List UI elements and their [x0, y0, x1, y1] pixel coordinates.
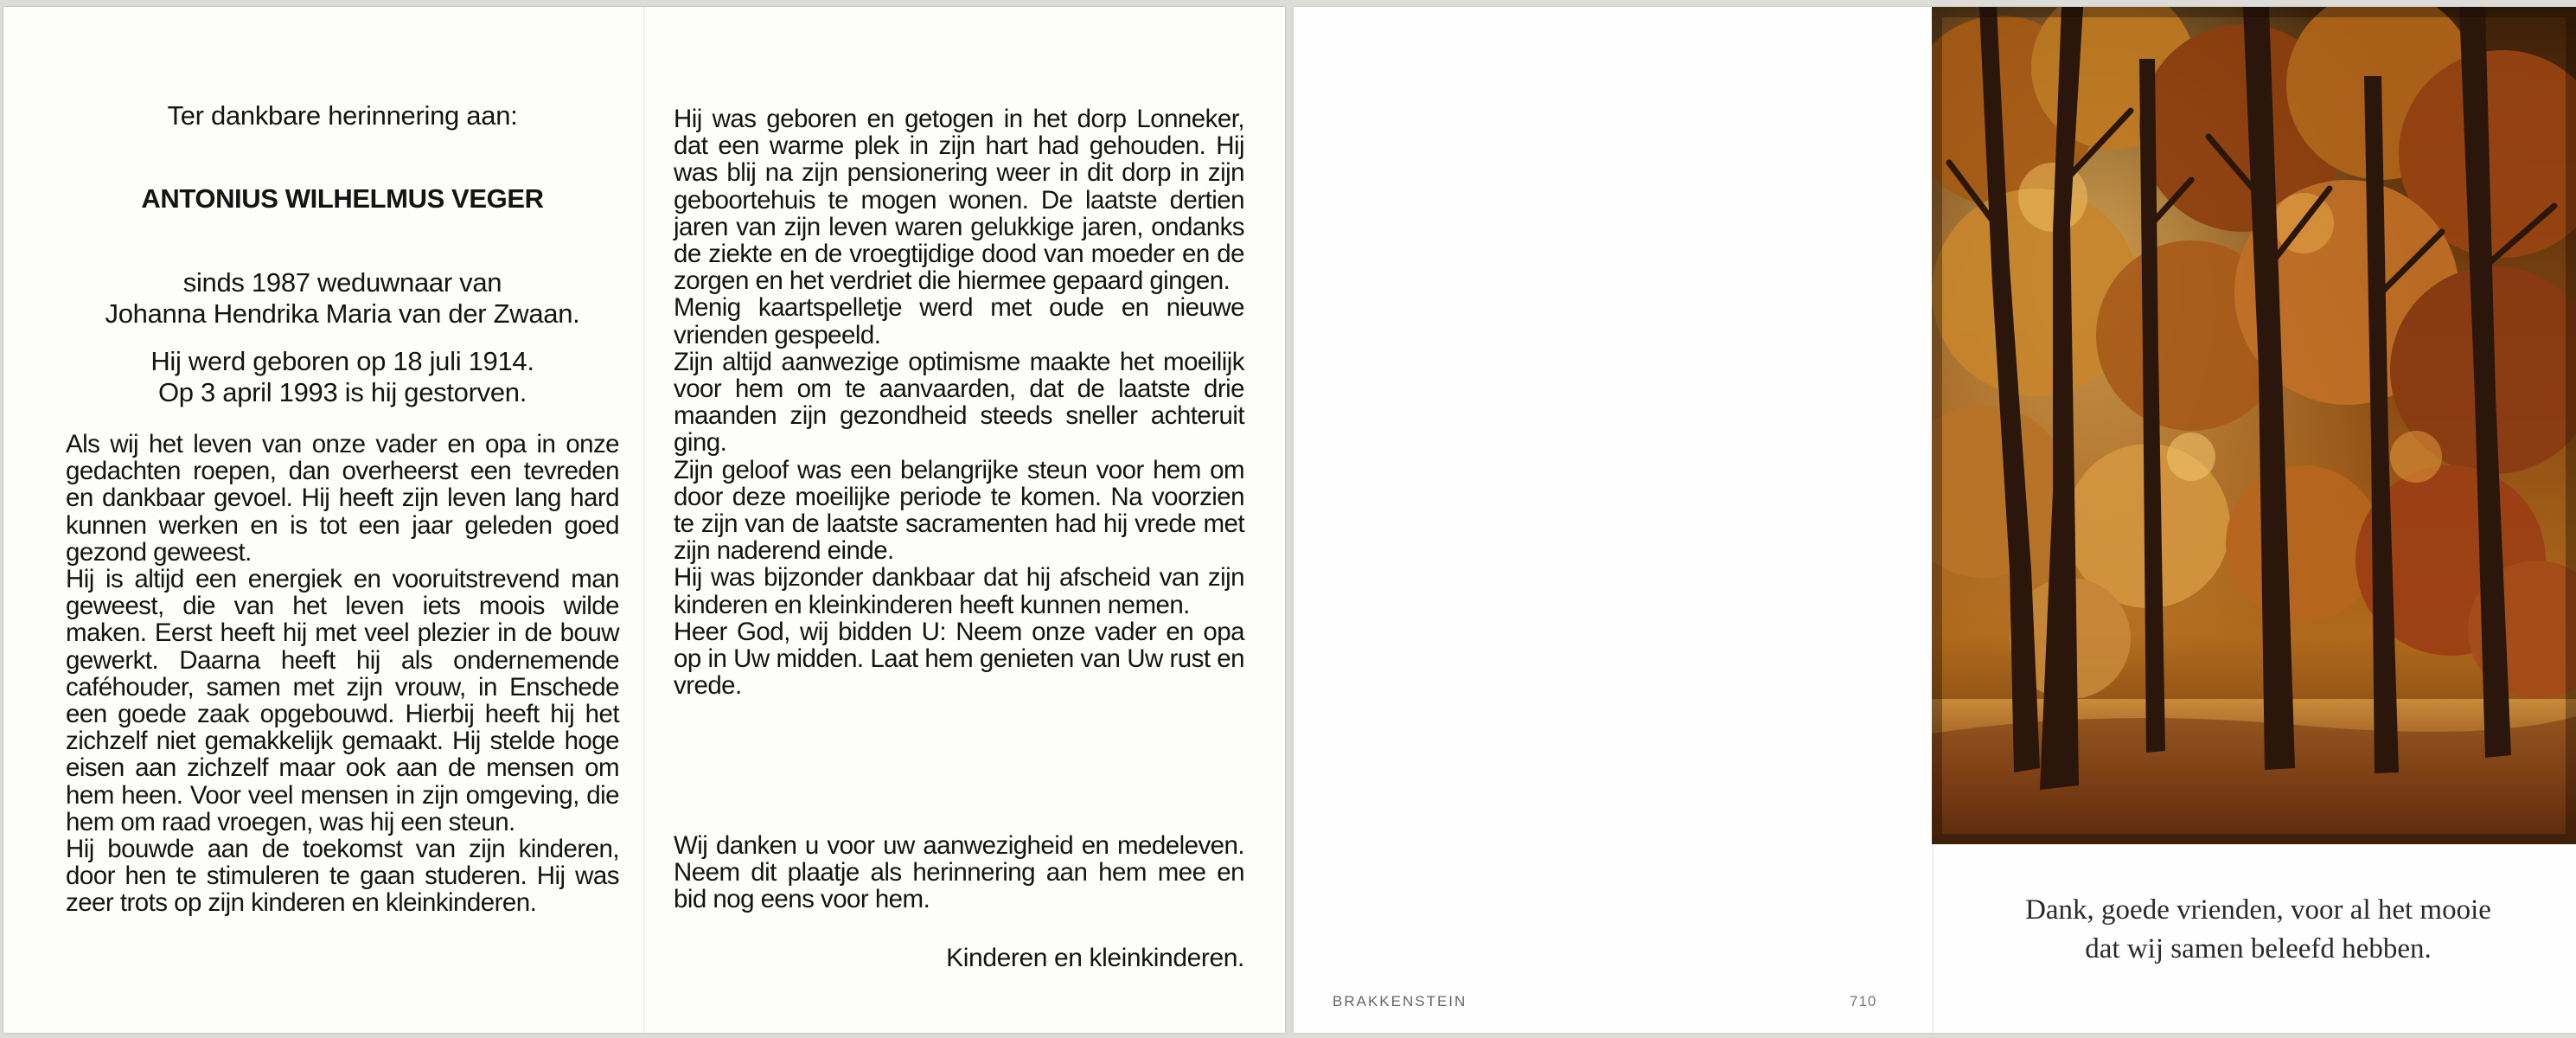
deceased-name: ANTONIUS WILHELMUS VEGER — [141, 183, 544, 214]
biography-paragraph: Zijn altijd aanwezige optimisme maakte het moeilijk voor hem om te aanvaarden, dat de laatste drie maanden zijn gezondheid steeds sneller achteruit ging. — [674, 347, 1244, 458]
caption-line-1: Dank, goede vrienden, voor al het mooie — [2025, 894, 2491, 926]
signature-line: Kinderen en kleinkinderen. — [946, 944, 1244, 972]
autumn-forest-photo — [1932, 7, 2576, 844]
dedication-heading: Ter dankbare herinnering aan: — [167, 100, 518, 131]
biography-column-right — [674, 106, 1244, 699]
card-fold-line — [643, 7, 645, 1033]
widower-statement — [66, 267, 619, 330]
widower-line-1: sinds 1987 weduwnaar van — [182, 267, 502, 298]
caption-line-2: dat wij samen beleefd hebben. — [2085, 933, 2432, 964]
biography-paragraph: Menig kaartspelletje werd met oude en nieuwe vrienden gespeeld. — [674, 293, 1244, 349]
biography-paragraph: Hij bouwde aan de toekomst van zijn kinderen, door hen te stimuleren te gaan studeren. Hij was zeer trots op zijn kinderen en kleinkinderen. — [66, 835, 619, 918]
widower-line-2: Johanna Hendrika Maria van der Zwaan. — [105, 298, 580, 329]
biography-column-left — [66, 431, 619, 917]
biography-paragraph: Als wij het leven van onze vader en opa in onze gedachten roepen, dan overheerst een tevreden en dankbaar gevoel. Hij heeft zijn leven lang hard kunnen werken en is tot een jaar geleden goed gezond geweest. — [66, 430, 619, 567]
birth-date-line: Hij werd geboren op 18 juli 1914. — [150, 346, 534, 376]
cover-caption — [1940, 891, 2576, 969]
biography-paragraph: Hij was bijzonder dankbaar dat hij afscheid van zijn kinderen en kleinkinderen heeft kunnen nemen. — [674, 563, 1244, 619]
biography-paragraph: Zijn geloof was een belangrijke steun voor hem om door deze moeilijke periode te komen. Na voorzien te zijn van de laatste sacramenten had hij vrede met zijn naderend einde. — [674, 455, 1244, 566]
memorial-card-inside — [3, 7, 1285, 1033]
life-dates — [66, 346, 619, 408]
forest-illustration — [1932, 7, 2576, 844]
card-number: 710 — [1850, 993, 1877, 1009]
biography-paragraph: Hij was geboren en getogen in het dorp Lonneker, dat een warme plek in zijn hart had gehouden. Hij was blij na zijn pensionering weer in dit dorp in zijn geboortehuis te mogen wonen. De laatste dertien jaren van zijn leven waren gelukkige jaren, ondanks de ziekte en de vroegtijdige dood van moeder en de zorgen en het verdriet die hiermee gepaard gingen. — [674, 105, 1244, 296]
publisher-mark: BRAKKENSTEIN — [1333, 993, 1467, 1009]
death-date-line: Op 3 april 1993 is hij gestorven. — [157, 377, 527, 407]
memorial-card-cover — [1294, 7, 2576, 1033]
prayer-paragraph: Heer God, wij bidden U: Neem onze vader en opa op in Uw midden. Laat hem genieten van Uw rust en vrede. — [674, 617, 1244, 701]
biography-paragraph: Hij is altijd een energiek en vooruitstrevend man geweest, die van het leven iets moois wilde maken. Eerst heeft hij met veel plezier in de bouw gewerkt. Daarna heeft hij als ondernemende caféhouder, samen met zijn vrouw, in Enschede een goede zaak opgebouwd. Hierbij heeft hij het zichzelf niet gemakkelijk gemaakt. Hij stelde hoge eisen aan zichzelf maar ook aan de mensen om hem heen. Voor veel mensen in zijn omgeving, die hem om raad vroegen, was hij een steun. — [66, 565, 619, 836]
closing-block — [674, 832, 1244, 913]
closing-paragraph: Wij danken u voor uw aanwezigheid en medeleven. Neem dit plaatje als herinnering aan hem mee en bid nog eens voor hem. — [674, 831, 1244, 914]
